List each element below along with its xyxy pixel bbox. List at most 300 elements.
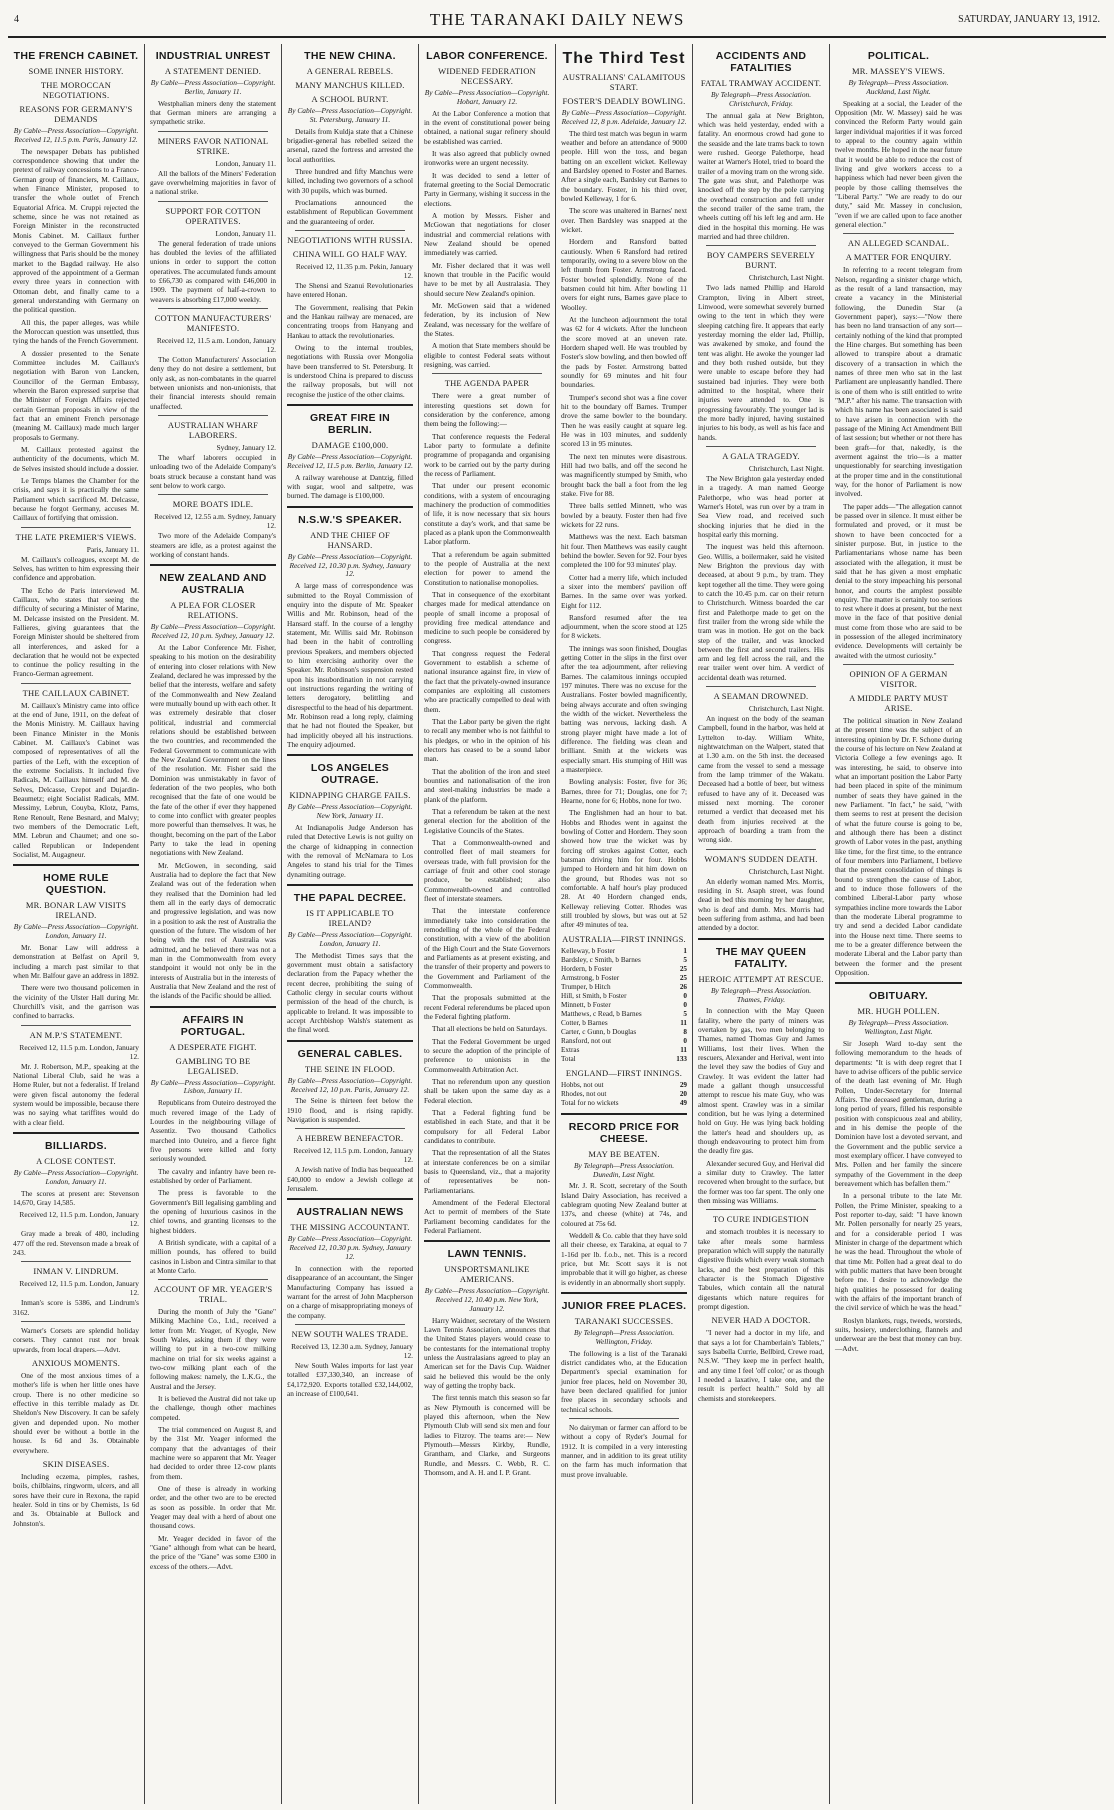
headline: THE MAY QUEEN FATALITY. <box>715 945 807 970</box>
headline: GENERAL CABLES. <box>297 1047 403 1060</box>
article-paragraph: A Jewish native of India has bequeathed £40,000 to endow a Jewish college at Jerusalem. <box>287 1165 413 1194</box>
subheadline: THE AGENDA PAPER <box>444 378 530 389</box>
article-paragraph: There were two thousand policemen in the vicinity of the Ulster Hall during Mr. Churchill's visit, and the garrison was confined to barracks. <box>13 983 139 1021</box>
article-paragraph: In a personal tribute to the late Mr. Pollen, the Prime Minister, speaking to a Post reporter to-day, said: "I have known Mr. Pollen personally for nearly 25 years, and for a considerable period I was Minister in charge of the department which he was the head. Throughout the whole of that time Mr. Pollen had a great deal to do with public matters that have been brought before me. I desire to acknowledge the high qualities he possessed for dealing with the affairs of the important branch of the civil service of which he was the head." <box>835 1191 962 1313</box>
scorecard-row <box>561 947 687 956</box>
batsman: Cotter, b Barnes <box>561 1018 608 1027</box>
subheadline: SUPPORT FOR COTTON OPERATIVES. <box>165 205 261 226</box>
article-paragraph: The wharf laborers occupied in unloading two of the Adelaide Company's boats struck because a constant hand was sent below to work cargo. <box>150 452 276 490</box>
subheadline: INMAN V. LINDRUM. <box>33 1266 119 1277</box>
article-paragraph: In connection with the May Queen fatality, where the party of miners was overtaken by gas, two men belonging to Thames, named Thomas Guy and James Williams, lost their lives. When the rescuers, Alexander and Herival, went into the level they saw the bodies of Guy and Crawley. It was evident the latter had made a gallant though unsuccessful attempt to rescue his mate Guy, who was almost spent. Crawley was in a similar condition, but he was lying a determined hold on Guy. He was lying back holding the latter's head and shoulders up, as though endeavouring to protect him from the deadly fire gas. <box>698 1006 824 1156</box>
article-divider <box>21 527 131 528</box>
subheadline: NEW SOUTH WALES TRADE. <box>291 1328 409 1339</box>
section-divider <box>698 938 824 940</box>
subheadline: MR. HUGH POLLEN. <box>857 1006 940 1017</box>
dateline-credit: By Cable—Press Association—Copyright. Received 12, 10.40 p.m. New York, January 12. <box>424 1286 550 1313</box>
dateline-credit: By Cable—Press Association—Copyright. Received 12, 10.30 p.m. Sydney, January 12. <box>287 1234 413 1262</box>
column-5 <box>556 44 693 1804</box>
batsman: Matthews, c Read, b Barnes <box>561 1009 642 1018</box>
column-1 <box>8 44 145 1804</box>
article-paragraph: Mr. Fisher declared that it was well known that trouble in the Pacific would have to be met by all Australasia. They should secure New Zealand's opinion. <box>424 260 550 298</box>
headline: LAWN TENNIS. <box>447 1248 527 1261</box>
subheadline: OPINION OF A GERMAN VISITOR. <box>849 669 948 690</box>
article-divider <box>158 308 268 309</box>
scorecard-row <box>561 1028 687 1037</box>
article-paragraph: That the Federal Government be urged to secure the adoption of the principle of preference to unionists in the Commonwealth Arbitration Act. <box>424 1036 550 1074</box>
article-paragraph: The first tennis match this season so far as New Plymouth is concerned will be played this afternoon, when the New Plymouth Club will send six men and four ladies to Fitzroy. The teams are:— New Plymouth—Messrs Kirkby, Rundle, Grantham, and Clarke, and Surgeons Rundle, and Messrs. C. Webb, R. C. Thomsom, and A. H. and I. P. Grant. <box>424 1393 550 1478</box>
subheadline: A MIDDLE PARTY MUST ARISE. <box>849 693 948 714</box>
article-paragraph: During the month of July the "Gane" Milking Machine Co., Ltd., received a letter from Mr. Yeager, of Kyogle, New South Wales, asking them if they were willing to put in a two-cow milking machine on trial for six weeks against a two-cow milking plant each of the following makes: namely, the L.K.G., the Austral and the Jersey. <box>150 1307 276 1391</box>
article-paragraph: Hordern and Ransford batted cautiously. When 6 Ransford had retired temporarily, owing to a severe blow on the left thumb from Foster. Armstrong faced. Foster bowled splendidly. None of the batsmen could hit him. After bowling 11 overs for eight runs, Barnes gave place to Woolley. <box>561 237 687 312</box>
article-paragraph: That the abolition of the iron and steel bounties and nationalisation of the iron and steel-making industries be made a plank of the platform. <box>424 766 550 804</box>
article-paragraph: Mr. Bonar Law will address a demonstration at Belfast on April 9, including a march past similar to that when Mr. Balfour gave an address in 1892. <box>13 943 139 981</box>
subheadline: AUSTRALIAN WHARF LABORERS. <box>167 419 259 440</box>
subheadline: A GALA TRAGEDY. <box>722 450 800 461</box>
article-paragraph: Westphalian miners deny the statement that German miners are arranging a sympathetic strike. <box>150 98 276 127</box>
subheadline: THE LATE PREMIER'S VIEWS. <box>15 531 137 542</box>
subheadline: GAMBLING TO BE LEGALISED. <box>175 1055 251 1076</box>
dateline-credit: By Cable—Press Association—Copyright. Received 12, 11.5 p.m. Paris, January 12. <box>13 126 139 144</box>
subheadline: FATAL TRAMWAY ACCIDENT. <box>700 78 822 88</box>
article-paragraph: The Government, realising that Pekin and the Hankau railway are menaced, are concentrating troops from Hanyang and Hankau to attack the revolutionaries. <box>287 302 413 340</box>
article-divider <box>295 1128 405 1129</box>
article-paragraph: The general federation of trade unions has doubled the levies of the affiliated unions in order to support the cotton operatives. The accumulated funds amount to £66,730 as compared with £46,000 in 1909. The payment of half-a-crown to weavers is absorbing £17,000 weekly. <box>150 238 276 304</box>
article-paragraph: Trumper's second shot was a fine cover hit to the boundary off Barnes. Trumper drove the same bowler to the boundary. Then he was easily caught at square leg. He was in 103 minutes, and suddenly scored 13 in 95 minutes. <box>561 392 687 449</box>
dateline: Received 12, 11.5 a.m. London, January 12. <box>156 336 276 355</box>
subheadline: AUSTRALIA—FIRST INNINGS. <box>562 933 686 944</box>
runs: 0 <box>683 1000 687 1009</box>
article-paragraph: That a referendum be taken at the next general election for the abolition of the Legislative Councils of the States. <box>424 807 550 835</box>
article-paragraph: It is believed the Austral did not take up the challenge, though other machines competed. <box>150 1394 276 1422</box>
subheadline: MANY MANCHUS KILLED. <box>295 80 405 90</box>
batsman: Bardsley, c Smith, b Barnes <box>561 955 641 964</box>
headline: HOME RULE QUESTION. <box>43 872 109 897</box>
scorecard-row <box>561 1010 687 1019</box>
dateline-credit: By Cable—Press Association—Copyright. Hobart, January 12. <box>424 88 550 106</box>
batsman: Total <box>561 1054 576 1063</box>
scorecard-row <box>561 1046 687 1055</box>
article-paragraph: There were a great number of interesting questions set down for consideration by the conference, among them being the following:— <box>424 391 550 429</box>
article-paragraph: The Shensi and Szanui Revolutionaries have entered Honan. <box>287 281 413 300</box>
article-paragraph: No dairyman or farmer can afford to be without a copy of Ryder's Journal for 1912. It is compiled in a very interesting manner, and in addition to its great utility on the farm has much information that must prove invaluable. <box>561 1423 687 1479</box>
column-7 <box>830 44 967 1804</box>
dateline-credit: By Cable—Press Association—Copyright. London, January 11. <box>287 929 413 948</box>
scorecard-row <box>561 1001 687 1010</box>
article-paragraph: At the Labor Conference a motion that in the event of constitutional power being obtained, a national sugar refinery should be established was carried. <box>424 108 550 146</box>
article-paragraph: The Echo de Paris interviewed M. Caillaux, who states that seeing the difficulty of securing a Minister of Marine, M. Delcasse insisted on the President. M. Fallieres, giving guarantees that the Foreign Minister should be sheltered from all interferences, and asked for a declaration that he would not be expected to continue the policy resulting in the Franco-German agreement. <box>13 585 139 679</box>
article-paragraph: Ransford resumed after the tea adjournment, when the score stood at 125 for 8 wickets. <box>561 612 687 641</box>
dateline: Christchurch, Last Night. <box>748 866 824 876</box>
headline: INDUSTRIAL UNREST <box>155 50 271 62</box>
article-paragraph: M. Caillaux protested against the authenticity of the documents, which M. de Selves insisted should include a dossier. <box>13 444 139 473</box>
dateline-credit: By Cable—Press Association—Copyright. Received 12, 10 p.m. Paris, January 12. <box>287 1075 413 1094</box>
article-paragraph: Sir Joseph Ward to-day sent the following memorandum to the heads of departments: "It is with deep regret that I have to advise officers of the public service of the death last evening of Mr. Hugh Pollen, Under-Secretary for Internal Affairs. The deceased gentleman, during a long period of years, filled his responsible position with conspicuous zeal and ability, and in his demise the people of the Dominion have lost a devoted servant, and the Government and the public service a most exemplary officer. I have conveyed to Mrs. Pollen and her family the sincere sympathy of the Government in the deep bereavement which has befallen them." <box>835 1039 962 1188</box>
article-divider <box>432 373 542 374</box>
article-paragraph: The political situation in New Zealand at the present time was the subject of an interesting opinion by Dr. F. Schone during the course of his lecture on New Zealand at Victoria College a few evenings ago. It was interesting, he said, to observe into what an important position the Labor Party had been placed in spite of the minimum number of seats they have gained in the new Parliament. "In fact," he said, "with them seems to rest at present the decision of what the future course is going to be, and although there has been a distinct growth of Labor votes in the past, anything like time, for the first time, to the entrance of four members into Parliament, I believe that the present consolidation of things is bound to strengthen the cause of Labor, and to induce those followers of the combined Liberal-Labor party whose sympathies incline more towards the Labor than the moderate Liberal programme to try and send a decided Labor candidate into the House next time. There seems to me to be a greater difference between the moderate Liberal and the Labor party than between the former and the present Opposition. <box>835 716 962 977</box>
subheadline: THE MISSING ACCOUNTANT. <box>290 1222 410 1233</box>
section-divider <box>424 1240 550 1242</box>
headline: AFFAIRS IN PORTUGAL. <box>180 1013 246 1038</box>
dateline: Paris, January 11. <box>86 544 139 554</box>
subheadline: ACCOUNT OF MR. YEAGER'S TRIAL. <box>153 1284 273 1305</box>
subheadline: AUSTRALIANS' CALAMITOUS START. <box>562 72 686 92</box>
article-paragraph: A dossier presented to the Senate Committee includes M. Caillaux's negotiation with Baron von Lancken, Councillor of the German Embassy, wherein the Baron expressed surprise that the Minister of Foreign Affairs rejected certain German proposals in view of the fact that an eminent French personage (meaning M. Caillaux) made much larger proposals to Germany. <box>13 348 139 442</box>
subheadline: A HEBREW BENEFACTOR. <box>296 1133 404 1144</box>
runs: 1 <box>683 946 687 955</box>
subheadline: A GENERAL REBELS. <box>306 66 394 76</box>
headline: N.S.W.'S SPEAKER. <box>298 513 402 526</box>
headline: BILLIARDS. <box>45 1140 107 1153</box>
article-paragraph: A motion by Messrs. Fisher and McGowan that negotiations for closer industrial and commercial relations with New Zealand should be opened immediately was carried. <box>424 211 550 258</box>
subheadline: AN M.P.'S STATEMENT. <box>29 1029 123 1040</box>
subheadline: ANXIOUS MOMENTS. <box>31 1358 121 1369</box>
article-paragraph: That in consequence of the exorbitant charges made for medical attendance on people of small income a proposal of providing free medical attendance and medicine to such people be considered by congress. <box>424 589 550 646</box>
article-paragraph: It was decided to send a letter of fraternal greeting to the Social Democratic Party in Germany, wishing it success in the elections. <box>424 170 550 208</box>
article-paragraph: Weddell & Co. cable that they have sold all their cheese, ex Tarakina, at equal to 7 1-16d per lb. f.o.b., net. This is a record price, but Mr. Scott says it is not improbable that it will go higher, as cheese is evidently in an abnormally short supply. <box>561 1231 687 1287</box>
article-paragraph: Republicans from Outeiro destroyed the much revered image of the Lady of Lourdes in the neighbouring village of Assentiz. Two thousand Catholics marched into Outeiro, and a fierce fight five persons were killed and forty seriously wounded. <box>150 1098 276 1164</box>
section-divider <box>287 1040 413 1042</box>
article-paragraph: The Methodist Times says that the government must obtain a satisfactory declaration from the Papacy whether the recent decree, prohibiting the suing of Catholic clergy in secular courts without permission of the head of the church, is applicable to Ireland. It was impossible to accept Archbishop Walsh's statement as the final word. <box>287 950 413 1035</box>
article-divider <box>706 446 816 447</box>
subheadline: A STATEMENT DENIED. <box>164 66 262 76</box>
article-paragraph: All the ballots of the Miners' Federation gave overwhelming majorities in favor of a national strike. <box>150 168 276 197</box>
article-paragraph: Speaking at a social, the Leader of the Opposition (Mr. W. Massey) said he was convinced the Reform Party would gain larger individual majorities if it was forced to appeal to the country again within twelve months. He hoped in the near future that it would be able to reduce the cost of living and give workers access to a happiness which had never been given the people by those calling themselves the "Liberal Party." "We are ready to do our duty," said Mr. Massey in conclusion, "even if we are called upon to face another general election." <box>835 98 962 230</box>
subheadline: THE CAILLAUX CABINET. <box>22 687 130 698</box>
article-paragraph: M. Caillaux's colleagues, except M. de Selves, has written to him expressing their confidence and approbation. <box>13 554 139 583</box>
headline: THE NEW CHINA. <box>304 50 396 62</box>
subheadline: WOMAN'S SUDDEN DEATH. <box>704 853 818 864</box>
runs: 5 <box>683 1009 687 1018</box>
article-paragraph: and stomach troubles it is necessary to take after meals some harmless preparation which will supply the naturally digestive fluids which every weak stomach lacks, and the best preparation of this character is the Stomach Digestive Tabules, which contain all the natural digestants which nature requires for prompt digestion. <box>698 1227 824 1311</box>
article-divider <box>295 1324 405 1325</box>
column-6 <box>693 44 830 1804</box>
article-paragraph: One of these is already in working order, and the other two are to be erected as soon as possible. In order that Mr. Yeager may deal with a herd of about one thousand cows. <box>150 1484 276 1531</box>
section-divider <box>287 884 413 886</box>
article-divider <box>706 849 816 850</box>
section-divider <box>13 1132 139 1134</box>
scorecard <box>561 947 687 1064</box>
article-paragraph: Cotter had a merry life, which included a sixer into the members' pavilion off Barnes. In the same over was yorked. Eight for 112. <box>561 572 687 610</box>
article-paragraph: The Seine is thirteen feet below the 1910 flood, and is rising rapidly. Navigation is suspended. <box>287 1096 413 1125</box>
section-divider <box>150 1006 276 1008</box>
batsman: Trumper, b Hitch <box>561 982 611 991</box>
scorecard-row <box>561 965 687 974</box>
subheadline: A MATTER FOR ENQUIRY. <box>845 252 952 263</box>
article-divider <box>706 1209 816 1210</box>
article-paragraph: New South Wales imports for last year totalled £37,330,340, an increase of £4,172,920. Exports totalled £32,144,002, an increase of £100,641. <box>287 1360 413 1398</box>
subheadline: A PLEA FOR CLOSER RELATIONS. <box>170 600 256 621</box>
dateline: Christchurch, Last Night. <box>748 273 824 283</box>
article-paragraph: That under our present economic conditions, with a system of encouraging machinery the production of commodities of life, it is now necessary that six hours constitute a day's work, and that same be placed as a plank upon the Commonwealth Labor platform. <box>424 481 550 547</box>
subheadline: FOSTER'S DEADLY BOWLING. <box>562 96 686 106</box>
article-divider <box>706 686 816 687</box>
subheadline: SOME INNER HISTORY. <box>28 66 124 76</box>
runs: 0 <box>683 991 687 1000</box>
scorecard-row <box>561 956 687 965</box>
subheadline: REASONS FOR GERMANY'S DEMANDS <box>19 104 133 124</box>
scorecard-row <box>561 992 687 1001</box>
masthead-rule <box>8 36 1106 38</box>
article-paragraph: At Indianapolis Judge Anderson has ruled that Detective Lewis is not guilty on the charge of kidnapping in connection with the removal of McNamara to Los Angeles to stand his trial for the Times dynamiting outrage. <box>287 822 413 879</box>
section-divider <box>150 564 276 566</box>
batsman: Rhodes, not out <box>561 1089 607 1098</box>
article-paragraph: Gray made a break of 480, including 477 off the red. Stevenson made a break of 243. <box>13 1229 139 1258</box>
headline: THE PAPAL DECREE. <box>293 891 407 904</box>
section-divider <box>287 506 413 508</box>
article-paragraph: That a Federal fighting fund be established in each State, and that it be compulsory for all Federal Labor candidates to contribute. <box>424 1107 550 1145</box>
scorecard-row <box>561 974 687 983</box>
article-paragraph: The scores at present are: Stevenson 14,670, Gray 14,585. <box>13 1188 139 1208</box>
article-paragraph: Amendment of the Federal Electoral Act to permit of members of the State Parliament becoming candidates for the Federal Parliament. <box>424 1197 550 1235</box>
dateline-credit: By Cable—Press Association—Copyright. Received 12, 10.30 p.m. Sydney, January 12. <box>287 551 413 579</box>
section-divider <box>561 1113 687 1115</box>
article-paragraph: At the Labor Conference Mr. Fisher, speaking to his motion on the desirability of entering into closer relations with New Zealand, declared he was impressed by the belief that the interests, welfare and safety of the Commonwealth and New Zealand were mutually bound up with each other. It was extremely desirable that closer political, industrial and commercial relations should be established between the two countries, and recommended the Federal Government to communicate with the New Zealand Government on the lines of the resolution. Mr. Fisher said the Dominion was unmistakably in favor of federation of the two peoples, who both recognised that the fate of one would be the fate of the other if ever they happened to come into conflict with greater peoples more powerful than themselves. It was, he thought, becoming on the part of the Labor Party to take the lead in opening negotiations with New Zealand. <box>150 643 276 858</box>
subheadline: A SCHOOL BURNT. <box>311 94 389 104</box>
headline: OBITUARY. <box>869 990 928 1003</box>
article-paragraph: The innings was soon finished, Douglas getting Cotter in the slips in the first over after the tea adjournment, after relieving Barnes. The calamitous innings occupied 197 minutes. There was no excuse for the Australians. Foster bowled magnificently, being always accurate and often swinging the width of the wicket. Nevertheless the batting was nervous, lacking dash. A strong player might have made a lot of difference. The fielding was clean and brilliant. Smith at the wickets was especially smart. His stumping of Hill was a masterpiece. <box>561 643 687 775</box>
subheadline: BOY CAMPERS SEVERELY BURNT. <box>706 250 816 271</box>
dateline: Received 13, 12.30 a.m. Sydney, January 12. <box>291 1341 413 1360</box>
section-divider <box>561 1292 687 1294</box>
article-paragraph: Details from Kuldja state that a Chinese brigadier-general has rebelled seized the arsenal, razed the fortress and arrested the local authorities. <box>287 126 413 164</box>
dateline-credit: By Cable—Press Association—Copyright. Lisbon, January 11. <box>150 1077 276 1096</box>
headline: THE FRENCH CABINET. <box>13 50 139 62</box>
article-paragraph: All this, the paper alleges, was while the Moroccan question was unsettled, thus tying the hands of the French Government. <box>13 317 139 346</box>
subheadline: IS IT APPLICABLE TO IRELAND? <box>306 907 394 928</box>
article-paragraph: Three hundred and fifty Manchus were killed, including two governors of a school with 30 pupils, which was burned. <box>287 167 413 195</box>
article-paragraph: Including eczema, pimples, rashes, boils, chilblains, ringworm, ulcers, and all sores have their cure in Rexona, the rapid healer. Sold in tins or by Chemists, 1s 6d and 3s. Obtainable at Bullock and Johnston's. <box>13 1472 139 1528</box>
subheadline: AN ALLEGED SCANDAL. <box>847 238 950 249</box>
subheadline: ENGLAND—FIRST INNINGS. <box>565 1067 683 1078</box>
article-paragraph: Mr. Yeager decided in favor of the "Gane" although from what can be heard, the price of the "Gane" was some £300 in excess of the others.—Advt. <box>150 1533 276 1571</box>
article-paragraph: The following is a list of the Taranaki district candidates who, at the Education Department's special examination for junior free places, held on November 30, have been declared qualified for junior free places in secondary schools and technical schools. <box>561 1348 687 1414</box>
article-paragraph: The annual gala at New Brighton, which was held yesterday, ended with a fatality. An enormous crowd had gone to the seaside and the late trams back to town were rushed. George Palethorpe, head waiter at Warner's Hotel, tried to board the trailer of a moving tram on the wrong side. The gate was shut, and Palethorpe was knocked off the step by the pole carrying the overhead construction and fell under the second trailer of the same tram, the wheels cutting off his left leg and arm. He died in the hospital this morning. He was married and had three children. <box>698 110 824 242</box>
article-paragraph: The New Brighton gala yesterday ended in a tragedy. A man named George Palethorpe, who was head porter at Warner's Hotel, was run over by a tram in Sea View road, and received such shocking injuries that he died in the hospital early this morning. <box>698 473 824 539</box>
article-paragraph: That congress request the Federal Government to establish a scheme of national insurance against fire, in view of the fact that the privately-owned insurance companies are exploiting all customers who are practically compelled to deal with them. <box>424 648 550 714</box>
runs: 25 <box>679 964 687 973</box>
article-divider <box>21 1321 131 1322</box>
article-paragraph: That the representation of all the States at interstate conferences be on a similar basis to Queensland, viz., that a majority of representatives be non-Parliamentarians. <box>424 1148 550 1195</box>
article-paragraph: Owing to the internal troubles, negotiations with Russia over Mongolia have been transferred to St. Petersburg. It is understood China is prepared to discuss the railway proposals, but will not recognise the justice of the other claims. <box>287 343 413 399</box>
article-divider <box>569 1418 679 1419</box>
dateline: Christchurch, Last Night. <box>748 704 824 714</box>
subheadline: MINERS FAVOR NATIONAL STRIKE. <box>157 135 269 156</box>
dateline: Received 12, 12.55 a.m. Sydney, January 12. <box>154 512 276 531</box>
section-divider <box>287 754 413 756</box>
subheadline: A DESPERATE FIGHT. <box>169 1041 257 1052</box>
article-paragraph: "I never had a doctor in my life, and that says a lot for Chamberlain's Tablets," says Isabella Currie, Bellbird, Crewe road, N.S.W. "They keep me in perfect health, and any time I feel 'off color,' or as though I needed a laxative, I take one, and the result is perfect health." Sold by all chemists and storekeepers. <box>698 1328 824 1403</box>
dateline: London, January 11. <box>215 228 276 238</box>
headline: The Third Test <box>562 50 686 67</box>
dateline-credit: By Cable—Press Association—Copyright. Berlin, January 11. <box>150 78 276 96</box>
article-paragraph: A railway warehouse at Dantzig, filled with sugar, wool and saltpetre, was burned. The damage is £100,000. <box>287 472 413 501</box>
article-paragraph: The Cotton Manufacturers' Association deny they do not desire a settlement, but only ask, as non-combatants in the quarrel between unionists and non-unionists, that their financial interests should remain unaffected. <box>150 355 276 411</box>
columns <box>8 44 1106 1804</box>
article-paragraph: Inman's score is 5386, and Lindrum's 3162. <box>13 1298 139 1317</box>
dateline-credit: By Cable—Press Association—Copyright. Received 12, 11.5 p.m. Berlin, January 12. <box>287 451 413 470</box>
dateline-credit: By Telegraph—Press Association. Thames, Friday. <box>710 985 812 1004</box>
scorecard-row <box>561 1055 687 1064</box>
article-paragraph: That the proposals submitted at the recent Federal referendums be placed upon the Federal fighting platform. <box>424 993 550 1021</box>
article-paragraph: Two lads named Phillip and Harold Crampton, living in Albert street, Linwood, were somewhat severely burned owing to the tent in which they were sleeping catching fire. It appears that early yesterday morning the elder lad, Phillip, was awakened by smoke, and found the tent was alight. He awoke the younger lad and they both rushed outside, but they were unable to escape before they had sustained bad injuries. They were both admitted to the hospital, where their injuries were attended to. One is progressing favourably. The younger lad is the more badly injured, having sustained injuries to his body, as well as his face and hands. <box>698 283 824 442</box>
newspaper-title: THE TARANAKI DAILY NEWS <box>429 10 685 29</box>
subheadline: MR. MASSEY'S VIEWS. <box>851 66 946 76</box>
article-divider <box>158 494 268 495</box>
subheadline: MAY BE BEATEN. <box>588 1148 660 1159</box>
subheadline: TO CURE INDIGESTION <box>712 1214 810 1225</box>
article-paragraph: The cavalry and infantry have been re-established by order of Parliament. <box>150 1166 276 1185</box>
article-divider <box>843 233 954 234</box>
article-paragraph: Roslyn blankets, rugs, tweeds, worsteds, suits, hosiery, underclothing, flannels and underwear are the best that money can buy.—Advt. <box>835 1315 962 1353</box>
scorecard <box>561 1081 687 1108</box>
subheadline: AND THE CHIEF OF HANSARD. <box>310 529 390 550</box>
batsman: Hobbs, not out <box>561 1080 604 1089</box>
article-paragraph: M. Caillaux's Ministry came into office at the end of June, 1911, on the defeat of the Monis Ministry. M. Caillaux having been Finance Minister in the Monis Cabinet. M. Caillaux's Cabinet was composed of representatives of all the parties of the Left, with the exception of the extreme Socialists. It included five Radicals, M. Caillaux himself and M. de Selves, Delcasse, Crepot and Dujardin-Beaumetz; eight Socialist Radicals, MM. Messimy, Lebrun, Couyba, Klotz, Pams, Rene Renoult, Rene Besnard, and Malvy; two members of the Democratic Left, MM. Lebrun and Chaumet; and one so-called Republican or Independent Socialist, M. Augagneur. <box>13 700 139 860</box>
masthead <box>0 0 1114 40</box>
batsman: Ransford, not out <box>561 1036 612 1045</box>
article-paragraph: The Englishmen had an hour to bat. Hobbs and Rhodes went in against the bowling of Cotter and Hordern. They soon showed how true the wicket was by forcing off strokes against Cotter, each batsman driving him for four. Hobbs jumped to Hordern and hit him down on the ground, but Rhodes was not so comfortable. A half hour's play produced 28. At 40 Hordern changed ends, Kelleway relieving Cotter. Rhodes was still troubled by slows, but was out at 52 after 49 minutes of tea. <box>561 808 687 930</box>
subheadline: MORE BOATS IDLE. <box>172 499 254 510</box>
headline: NEW ZEALAND AND AUSTRALIA <box>159 572 267 597</box>
article-paragraph: At the luncheon adjournment the total was 62 for 4 wickets. After the luncheon the score moved at an uneven rate. Hordern shaped well. He was troubled by Foster's slow bowling, and then bowled off the pads by Foster. Armstrong batted soundly for 69 minutes and hit four boundaries. <box>561 314 687 390</box>
dateline: Sydney, January 12. <box>216 442 276 452</box>
scorecard-row <box>561 1037 687 1046</box>
subheadline: UNSPORTSMANLIKE AMERICANS. <box>444 1264 530 1285</box>
article-divider <box>21 1025 131 1026</box>
section-divider <box>287 404 413 406</box>
dateline-credit: By Telegraph—Press Association. Wellington, Friday. <box>573 1328 675 1346</box>
runs: 11 <box>680 1045 687 1054</box>
article-paragraph: A British syndicate, with a capital of a million pounds, has offered to build casinos in Lisbon and Cintra similar to that at Monte Carlo. <box>150 1237 276 1275</box>
article-divider <box>21 683 131 684</box>
dateline-credit: By Telegraph—Press Association. Auckland, Last Night. <box>848 78 949 96</box>
article-paragraph: The third test match was begun in warm weather and before an attendance of 9000 people. Hill won the toss, and began batting on an excellent wicket. Kelleway and Bardsley opened to Foster and Barnes. After a single each, Bardsley cut Barnes to the boundary. Foster, in his third over, bowled Kelleway, 1 for 6. <box>561 128 687 204</box>
article-paragraph: That conference requests the Federal Labor party to formulate a definite programme of propaganda and organising work to be carried out by the party during the recess of Parliament. <box>424 431 550 478</box>
runs: 11 <box>680 1018 687 1027</box>
article-paragraph: Le Temps blames the Chamber for the crisis, and says it is practically the same Parliament which sacrificed M. Delcasse, because he forgot Germany, accuses M. Caillaux of fortifying that omission. <box>13 475 139 523</box>
article-divider <box>158 131 268 132</box>
article-divider <box>158 415 268 416</box>
article-paragraph: An elderly woman named Mrs. Morris, residing in St. Asaph street, was found dead in bed this morning by her daughter, who is deaf and dumb. Mrs. Morris had been suffering from asthma, and had been attended by a doctor. <box>698 876 824 933</box>
subheadline: MR. BONAR LAW VISITS IRELAND. <box>25 900 127 921</box>
article-paragraph: That all elections be held on Saturdays. <box>432 1024 547 1034</box>
dateline: London, January 11. <box>215 158 276 168</box>
section-divider <box>835 982 962 984</box>
column-4 <box>419 44 556 1804</box>
dateline-credit: By Cable—Press Association—Copyright. St. Petersburg, January 11. <box>287 106 413 124</box>
runs: 8 <box>683 1027 687 1036</box>
scorecard-row <box>561 983 687 992</box>
article-paragraph: The paper adds—"The allegation cannot be passed over in silence. It must either be formulated and proved, or it must be shown to have been concocted for a sinister purpose. But, in justice to the Parliamentarians whose name has been associated with the allegation, it must be said that he has given a most emphatic denial to the story impeaching his personal honor, and courts the amplest possible enquiry. The matter is certainly too serious to rest where it does at present, but the next move in the face of that positive denial must come from those who are said to be in possession of the alleged incriminatory evidence. Developments will certainly be awaited with the utmost curiosity." <box>835 501 962 660</box>
scorecard-row <box>561 1090 687 1099</box>
dateline: Christchurch, Last Night. <box>748 463 824 473</box>
dateline-credit: By Telegraph—Press Association. Wellington, Last Night. <box>848 1018 949 1037</box>
runs: 20 <box>679 1089 687 1098</box>
batsman: Carter, c Gunn, b Douglas <box>561 1027 637 1036</box>
batsman: Extras <box>561 1045 580 1054</box>
article-paragraph: An inquest on the body of the seaman Campbell, found in the harbor, was held at Lyttelton to-day. William White, nightwatchman on the Walpert, stated that at 1.30 a.m. on the 5th inst. the deceased came from the vessel to send a message from the lamp trimmer of the Wakatu. Deceased had a bottle of beer, but witness refused to have any of it. Deceased was missed next morning. The coroner returned a verdict that deceased met his death from injuries received at the approach of boarding a tram from the wrong side. <box>698 714 824 845</box>
dateline-credit: By Cable—Press Association—Copyright. London, January 11. <box>13 1168 139 1186</box>
page-number: 4 <box>14 14 19 25</box>
article-paragraph: The score was unaltered in Barnes' next over. Then Bardsley was snapped at the wicket. <box>561 206 687 235</box>
article-paragraph: That no referendum upon any question shall be taken upon the same day as a Federal election. <box>424 1076 550 1105</box>
article-paragraph: That the Labor party be given the right to recall any member who is not faithful to his pledges, or who in the opinion of his electors has ceased to be a sound labor man. <box>424 717 550 764</box>
scorecard-row <box>561 1099 687 1108</box>
article-divider <box>21 1261 131 1262</box>
batsman: Hordern, b Foster <box>561 964 612 973</box>
runs: 133 <box>676 1054 687 1063</box>
dateline: Received 12, 11.5 p.m. London, January 12. <box>19 1042 139 1061</box>
runs: 26 <box>679 982 687 991</box>
dateline: Received 12, 11.5 p.m. London, January 12. <box>19 1279 139 1298</box>
subheadline: A SEAMAN DROWNED. <box>713 691 809 702</box>
subheadline: DAMAGE £100,000. <box>311 439 389 450</box>
dateline-credit: By Cable—Press Association—Copyright. Received 12, 10 p.m. Sydney, January 12. <box>150 622 276 641</box>
subheadline: THE MOROCCAN NEGOTIATIONS. <box>40 80 112 100</box>
article-paragraph: The press is favorable to the Government's Bill legalising gambling and the opening of luxurious casinos in the chief towns, and granting licenses to the highest bidders. <box>150 1188 276 1235</box>
batsman: Hill, st Smith, b Foster <box>561 991 627 1000</box>
batsman: Minnett, b Foster <box>561 1000 611 1009</box>
article-paragraph: Warner's Corsets are splendid holiday corsets. They cannot rust nor break upwards, from local drapers.—Advt. <box>13 1326 139 1354</box>
article-paragraph: Three balls settled Minnett, who was bowled by a beauty. Foster then had five wickets for 22 runs. <box>561 501 687 529</box>
subheadline: NEGOTIATIONS WITH RUSSIA. <box>287 235 413 246</box>
article-paragraph: Bowling analysis: Foster, five for 36; Barnes, three for 71; Douglas, one for 7; Hearne, none for 6; Hobbs, none for two. <box>561 777 687 806</box>
batsman: Armstrong, b Foster <box>561 973 620 982</box>
headline: LOS ANGELES OUTRAGE. <box>310 762 390 787</box>
article-paragraph: Mr. McGowen said that a widened federation, by its inclusion of New Zealand, was necessary for the welfare of the States. <box>424 300 550 338</box>
article-divider <box>706 245 816 246</box>
headline: AUSTRALIAN NEWS <box>296 1206 404 1219</box>
dateline-credit: By Telegraph—Press Association. Dunedin, Last Night. <box>573 1160 675 1179</box>
subheadline: COTTON MANUFACTURERS' MANIFESTO. <box>154 313 272 334</box>
article-divider <box>158 201 268 202</box>
article-divider <box>295 230 405 231</box>
dateline-credit: By Cable—Press Association—Copyright. Received 12, 8 p.m. Adelaide, January 12. <box>561 108 687 126</box>
dateline-credit: By Cable—Press Association—Copyright. New York, January 11. <box>287 802 413 821</box>
article-divider <box>158 1279 268 1280</box>
article-paragraph: Matthews was the next. Each batsman hit four. Then Matthews was easily caught behind the bowler. Seven for 92. Four byes completed the 100 for 93 minutes' play. <box>561 532 687 570</box>
article-paragraph: In referring to a recent telegram from Nelson, regarding a sinister charge which, as the result of a land transaction, may create a vacancy in the Ministerial following, the Dunedin Star (a Government paper), says:—"Now there has been no land transaction of any sort—certainly nothing of the kind that prompted the Hine charges. But something has been allowed to transpire about a dramatic discovery of a transaction in which the names of three men who sat in the last Parliament are unpleasantly handled. There is one of them who is still entitled to write "M.P." after his name. The transaction with which his name has been associated is said to have arisen in connection with the passage of the Mining Act Amendment Bill of last session; but whether or not there has been graft—for that, nakedly, is the averment against the trio—is a matter unquestionably for searching investigation at the proper time and in the constitutional way, for the honor of Parliament is now involved. <box>835 265 962 499</box>
article-paragraph: In connection with the reported disappearance of an accountant, the Singer Manufacturing Company has issued a warrant for the arrest of John Macpherson on a charge of misappropriating moneys of the company. <box>287 1264 413 1320</box>
article-paragraph: Mr. McGowen, in seconding, said Australia had to deplore the fact that New Zealand was out of the federation when they realised that the Dominion had led them all in the early days of democratic and progressive legislation, and was now in a position to ask the rest of Australia the question of the future. The wisdom of her being with the rest of Australia was admitted, and he believed there was not a man in the Commonwealth from every standpoint it would not only be in the interests of Australia but in the interests of Australia that New Zealand and the rest of the islands of the Pacific should be allied. <box>150 860 276 1001</box>
batsman: Kelleway, b Foster <box>561 946 616 955</box>
article-paragraph: The newspaper Debats has published correspondence showing that under the pretext of railway concessions to a Franco-German group of financiers, M. Caillaux, when Finance Minister, proposed to transfer the whole outlet of French Equatorial Africa. M. Cruppi rejected the scheme, since he was not retained as Foreign Minister in the reconstructed Monis Cabinet. M. Caillaux further conveyed to the German Government his willingness that Paris should be the money market to the Bagdad railway. He also approved of the appointment of a German every three years in connection with Ottoman debt, and finally came to a general understanding with Germany on the political question. <box>13 146 139 315</box>
article-paragraph: A motion that State members should be eligible to contest Federal seats without resigning, was carried. <box>424 341 550 369</box>
article-paragraph: That a referendum be again submitted to the people of Australia at the next election for power to amend the Constitution to nationalise monopolies. <box>424 549 550 587</box>
dateline-credit: By Cable—Press Association—Copyright. London, January 11. <box>13 922 139 941</box>
article-paragraph: Proclamations announced the establishment of Republican Government and the guaranteeing of order. <box>287 198 413 226</box>
subheadline: WIDENED FEDERATION NECESSARY. <box>438 66 536 86</box>
dateline: Received 12, 11.35 p.m. Pekin, January 12. <box>295 262 413 281</box>
article-paragraph: Harry Waidner, secretary of the Western Lawn Tennis Association, announces that the United States players would cease to be contestants for the international trophy unless the Australasians agreed to play an American set for the Davis Cup. Waidner said he believed this would be the only way of getting the trophy back. <box>424 1315 550 1391</box>
column-3 <box>282 44 419 1804</box>
subheadline: THE SEINE IN FLOOD. <box>304 1063 396 1074</box>
subheadline: TARANAKI SUCCESSES. <box>574 1316 674 1327</box>
column-2 <box>145 44 282 1804</box>
article-paragraph: A large mass of correspondence was submitted to the Royal Commission of enquiry into the dispute of Mr. Speaker Willis and Mr. Robinson, head of the Hansard staff. In the course of a lengthy statement, Mr. Willis said Mr. Robinson had been in the habit of controlling previous Speakers, and members objected to him exercising authority over the Speaker. Mr. Robinson's suspension rested upon his insubordination in not carrying out instructions regarding the writing of letters derogatory, belittling and disrespectful to the head of his department. Mr. Robinson read a long reply, claiming that he had not flouted the Speaker, but had implicitly obeyed all his instructions. The enquiry adjourned. <box>287 581 413 749</box>
subheadline: A CLOSE CONTEST. <box>36 1156 116 1167</box>
article-paragraph: That the interstate conference immediately take into consideration the remodelling of the whole of the Federal constitution, with a view of the abolition of the High Court and the State Governors and Parliaments as at present existing, and the transfer of their property and powers to the Government and Parliament of the Commonwealth. <box>424 906 550 990</box>
article-paragraph: Mr. J. Robertson, M.P., speaking at the National Liberal Club, said he was a Home Ruler, but not a federalist. If Ireland were given fiscal autonomy the federal system would be impossible, because there was no saying what tariffites would do with a clear field. <box>13 1061 139 1127</box>
article-divider <box>843 664 954 665</box>
article-paragraph: One of the most anxious times of a mother's life is when her little ones have croup. There is no other medicine so effective in this terrible malady as Dr. Sheldon's New Discovery. It can be safely given and depended upon. No mother should ever be without a bottle in the house. Is 6d and 3s. Obtainable everywhere. <box>13 1371 139 1455</box>
headline: ACCIDENTS AND FATALITIES <box>715 50 807 74</box>
section-divider <box>13 864 139 866</box>
headline: RECORD PRICE FOR CHEESE. <box>568 1120 680 1145</box>
headline: POLITICAL. <box>867 50 930 62</box>
dateline: Received 12, 11.5 p.m. London, January 12. <box>19 1210 139 1229</box>
section-divider <box>287 1198 413 1200</box>
